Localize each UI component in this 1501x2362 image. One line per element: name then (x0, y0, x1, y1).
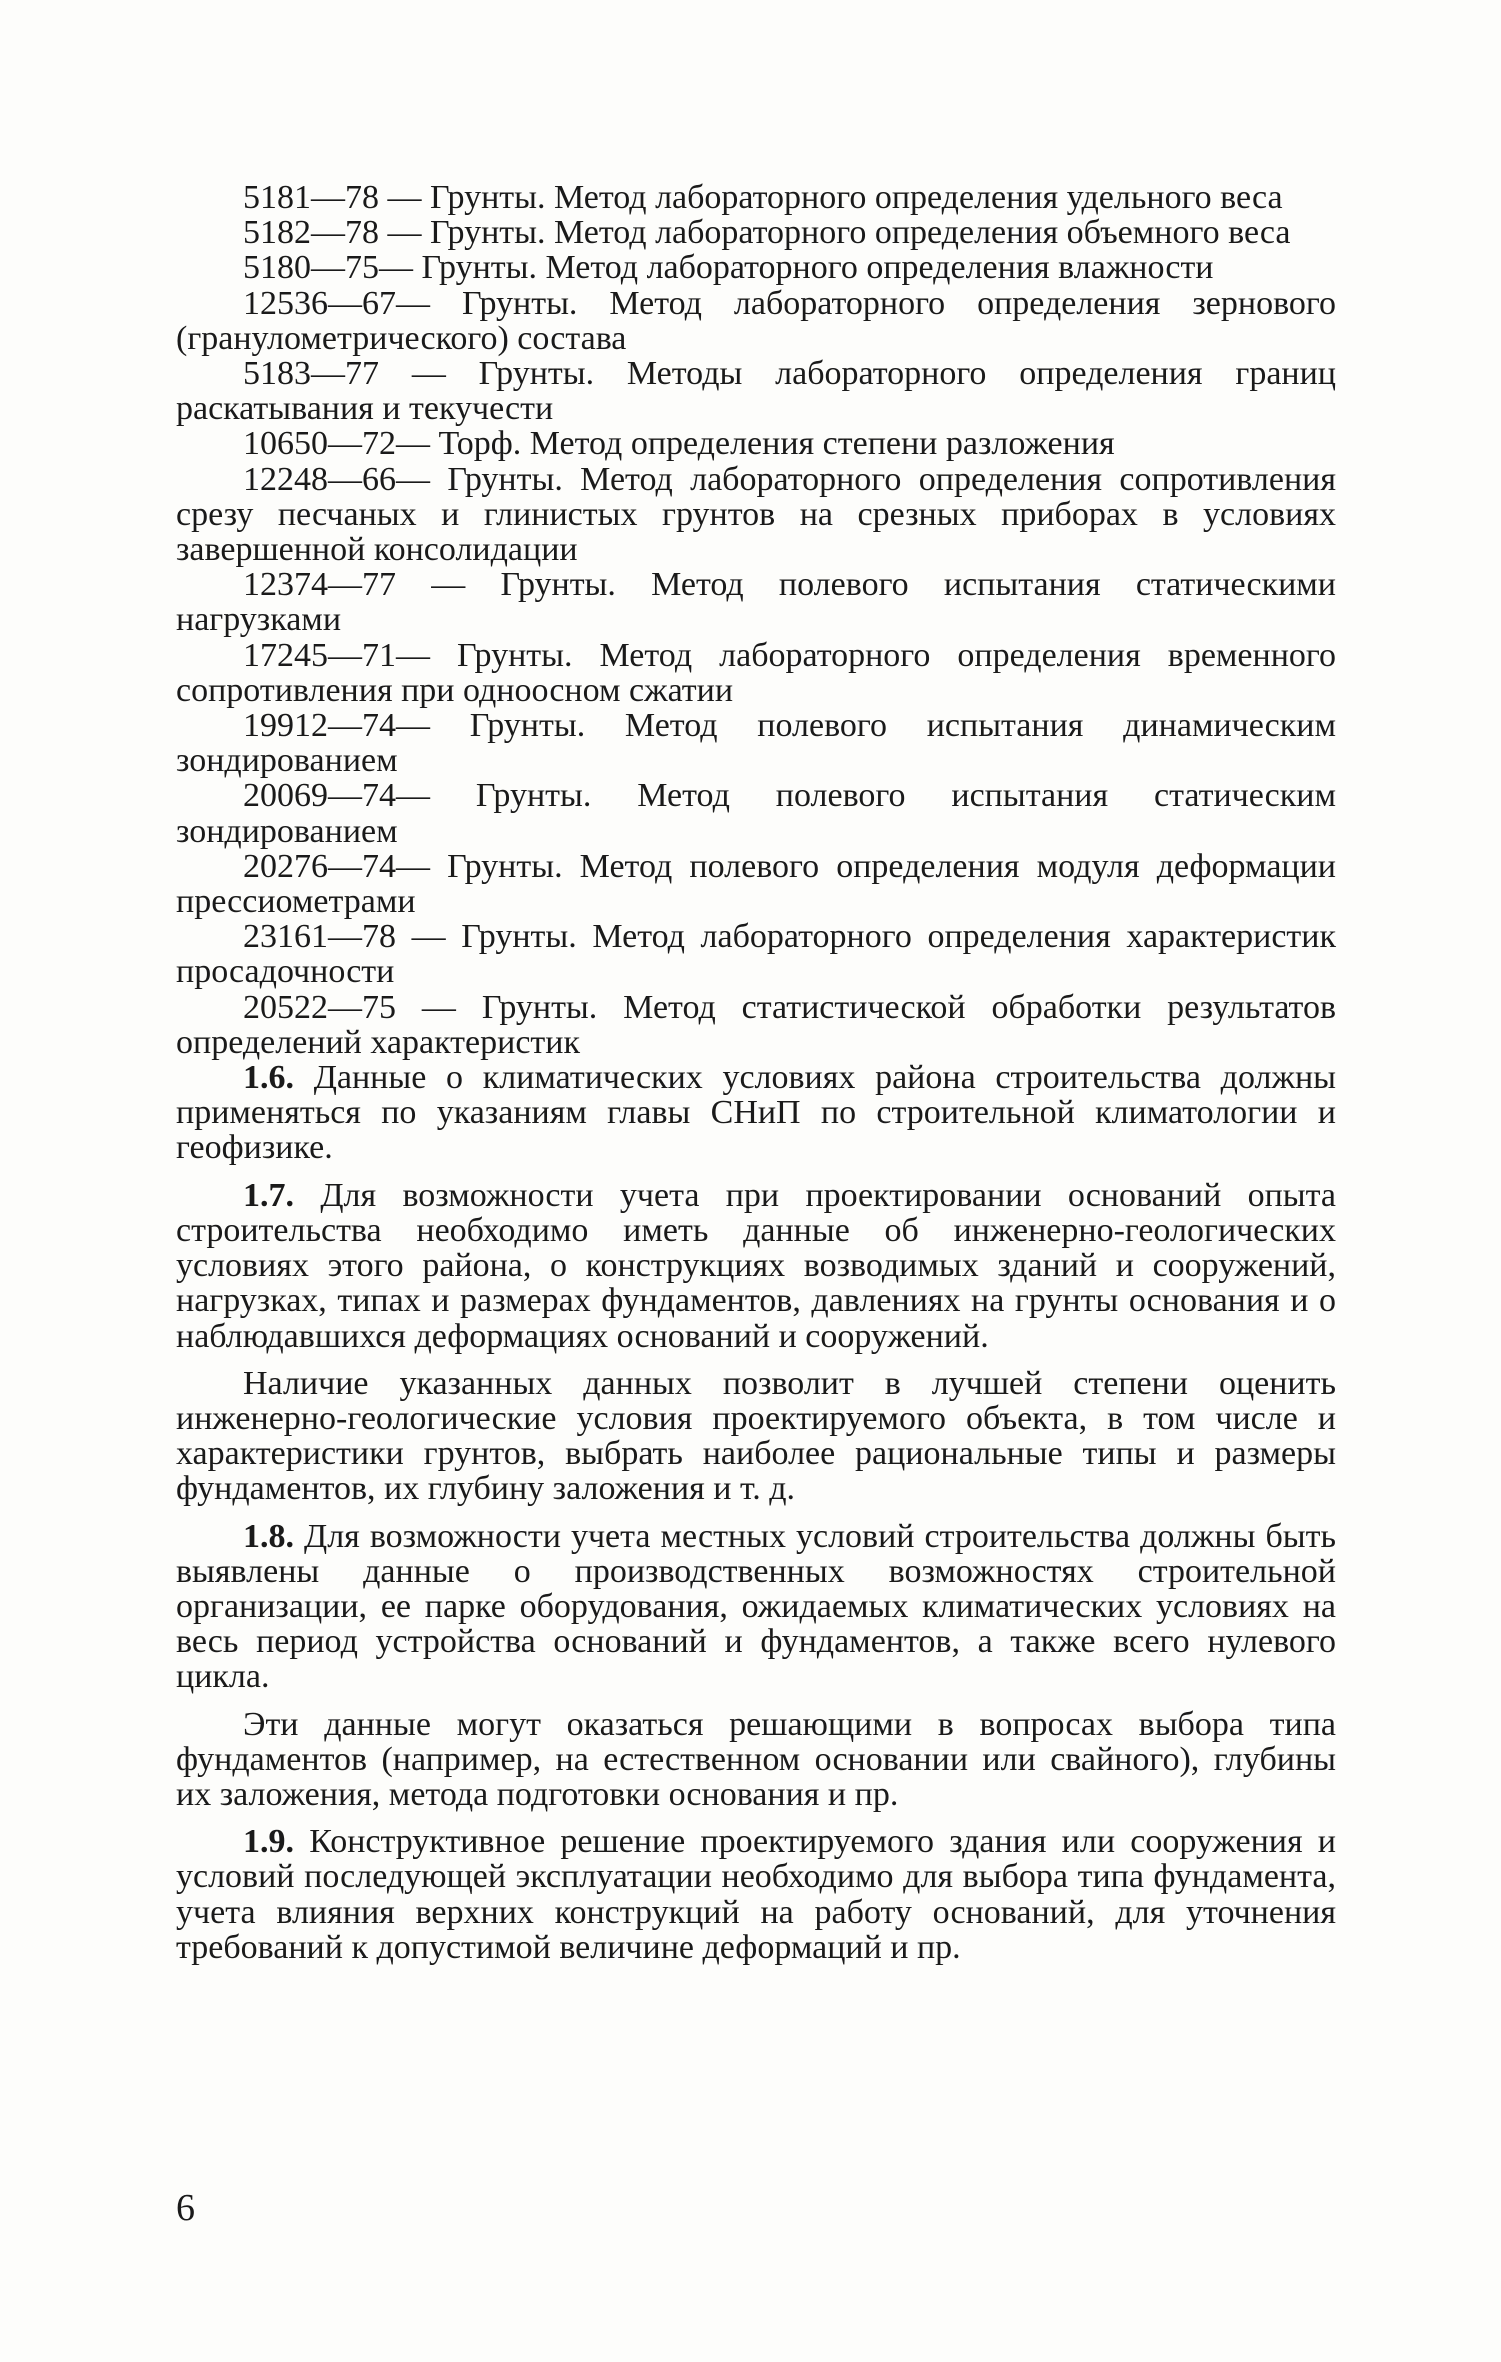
standard-code: 5182—78 — (243, 214, 422, 252)
standard-title: Торф. Метод определения степени разложения (438, 425, 1115, 463)
standard-title: Грунты. Метод лабораторного определения удельного веса (430, 179, 1283, 216)
standard-title: Грунты. Метод лабораторного определения временного сопротивления при одноосном сжатии (176, 636, 1336, 709)
standard-code: 19912—74— (243, 707, 430, 745)
standard-code: 12536—67— (243, 284, 430, 322)
section-paragraph (176, 1178, 1336, 1354)
standard-code: 12248—66— (243, 460, 430, 498)
standard-title: Грунты. Методы лабораторного определения границ раскатывания и текучести (176, 355, 1336, 428)
standard-code: 20522—75 — (243, 988, 456, 1026)
standard-code: 5181—78 — (243, 179, 422, 216)
section-number: 1.8. (243, 1517, 294, 1555)
standard-code: 20069—74— (243, 777, 430, 815)
standard-title: Грунты. Метод полевого испытания статическими нагрузками (176, 566, 1336, 639)
standard-title: Грунты. Метод лабораторного определения характеристик просадочности (176, 918, 1337, 991)
standard-title: Грунты. Метод полевого испытания динамическим зондированием (176, 707, 1337, 780)
page-number: 6 (176, 2187, 195, 2229)
section-paragraph (176, 1060, 1336, 1166)
standard-code: 20276—74— (243, 847, 430, 885)
standard-entry (176, 919, 1336, 989)
standard-entry (176, 990, 1336, 1060)
standard-code: 10650—72— (243, 425, 430, 463)
section-number: 1.9. (243, 1823, 294, 1861)
standard-title: Грунты. Метод лабораторного определения влажности (421, 249, 1214, 287)
standard-entry (176, 180, 1336, 215)
standard-entry (176, 567, 1336, 637)
paragraph-text: Конструктивное решение проектируемого здания или сооружения и условий последующей эксплуатации необходимо для выбора типа фундамента, учета влияния верхних конструкций на работу оснований, для уточнения требований к допустимой величине деформаций и пр. (176, 1823, 1336, 1966)
section-number: 1.7. (243, 1176, 294, 1214)
standard-entry (176, 215, 1336, 250)
standard-code: 12374—77 — (243, 566, 466, 604)
body-text (176, 180, 1336, 1965)
standard-title: Грунты. Метод статистической обработки результатов определений характеристик (176, 988, 1337, 1061)
section-paragraph (176, 1824, 1336, 1965)
standard-title: Грунты. Метод лабораторного определения сопротивления срезу песчаных и глинистых грунтов на срезных приборах в условиях завершенной консолидации (176, 460, 1336, 569)
paragraph-text: Эти данные могут оказаться решающими в вопросах выбора типа фундаментов (например, на естественном основании или свайного), глубины их заложения, метода подготовки основания и пр. (176, 1705, 1336, 1813)
section-paragraph (176, 1519, 1336, 1695)
standard-entry (176, 250, 1336, 285)
standard-entry (176, 356, 1336, 426)
standard-title: Грунты. Метод полевого испытания статическим зондированием (176, 777, 1337, 850)
section-number: 1.6. (243, 1059, 294, 1097)
standard-entry (176, 708, 1336, 778)
standard-title: Грунты. Метод лабораторного определения объемного веса (430, 214, 1291, 252)
standard-title: Грунты. Метод лабораторного определения зернового (гранулометрического) состава (176, 284, 1337, 357)
paragraph-text: Для возможности учета при проектировании оснований опыта строительства необходимо иметь данные об инженерно-геологических условиях этого района, о конструкциях возводимых зданий и сооружений, нагрузках, типах и размерах фундаментов, давлениях на грунты основания и о наблюдавшихся деформациях оснований и сооружений. (176, 1176, 1337, 1355)
standard-entry (176, 462, 1336, 568)
paragraph-text: Наличие указанных данных позволит в лучшей степени оценить инженерно-геологические условия проектируемого объекта, в том числе и характеристики грунтов, выбрать наиболее рациональные типы и размеры фундаментов, их глубину заложения и т. д. (176, 1364, 1336, 1508)
standard-code: 5183—77 — (243, 355, 446, 393)
paragraph-text: Данные о климатических условиях района строительства должны применяться по указаниям главы СНиП по строительной климатологии и геофизике. (176, 1059, 1337, 1167)
standard-code: 5180—75— (243, 249, 413, 287)
standard-entry (176, 638, 1336, 708)
standard-title: Грунты. Метод полевого определения модуля деформации прессиометрами (176, 847, 1336, 921)
standard-code: 17245—71— (243, 636, 430, 674)
paragraph-text: Для возможности учета местных условий строительства должны быть выявлены данные о производственных возможностях строительной организации, ее парке оборудования, ожидаемых климатических условиях на весь период устройства оснований и фундаментов, а также всего нулевого цикла. (176, 1517, 1336, 1696)
standard-entry (176, 778, 1336, 848)
standard-entry (176, 426, 1336, 461)
body-paragraph (176, 1366, 1336, 1507)
standard-code: 23161—78 — (243, 918, 446, 956)
body-paragraph (176, 1707, 1336, 1813)
standard-entry (176, 286, 1336, 356)
standard-entry (176, 849, 1336, 919)
